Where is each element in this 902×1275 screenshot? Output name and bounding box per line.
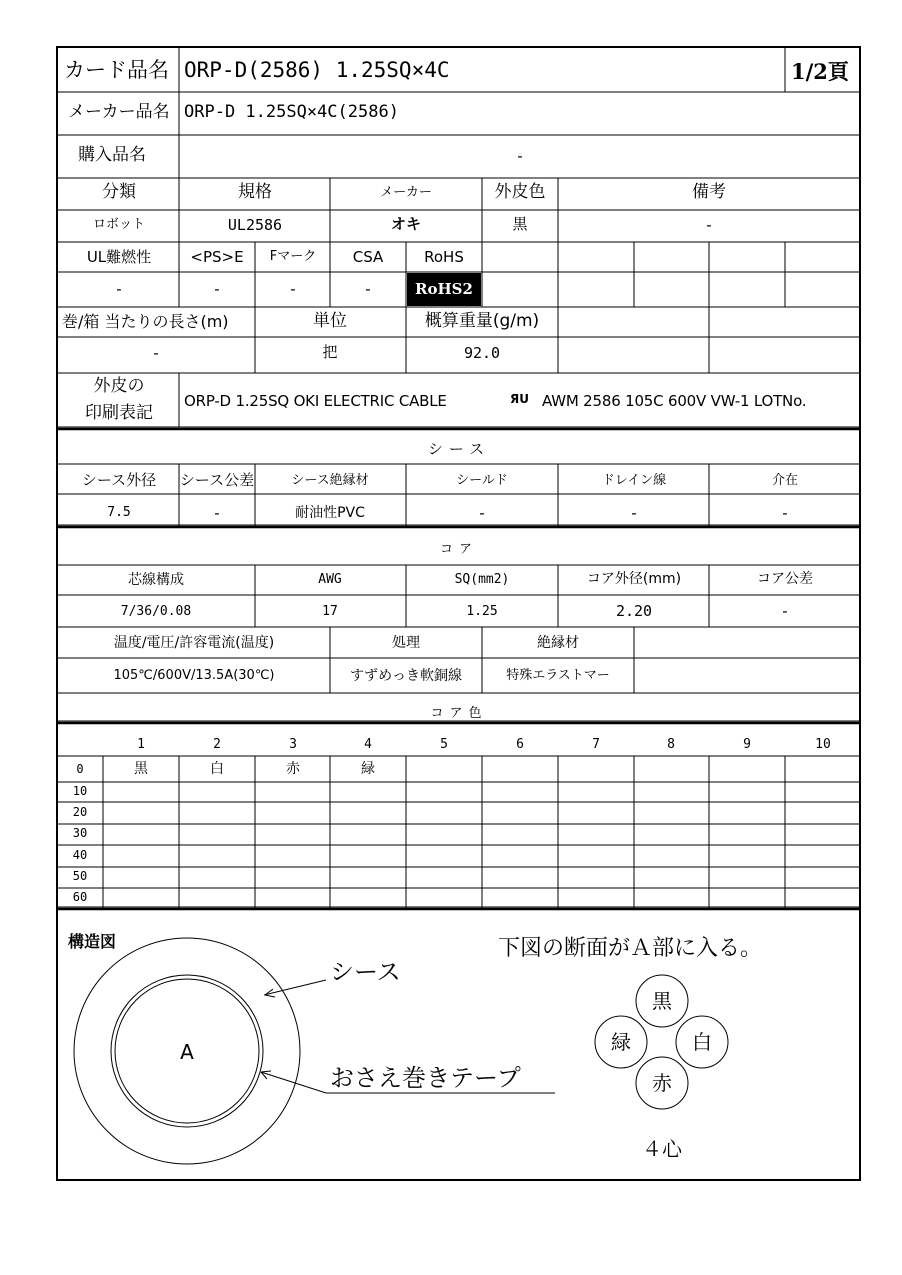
core-color-col-header: 10 [815,737,831,752]
sheath-filler: - [782,504,788,522]
spec-header-color: 外皮色 [494,182,546,202]
spec-sheet [56,46,861,1181]
core-awg: 17 [322,604,338,619]
sheath-header-filler: 介在 [771,473,799,488]
card-name-label: カード品名 [64,58,169,82]
cross-section-label: A [180,1040,194,1064]
sheath-drain: - [631,504,637,522]
maker-name-label: メーカー品名 [68,102,170,122]
core-color-row-label: 60 [72,890,88,904]
core-header-strand: 芯線構成 [128,572,184,588]
sheath-title: シース [427,440,491,458]
std-header-pse: <PS>E [190,248,244,266]
core-color-cell: 赤 [286,761,300,777]
sheath-od: 7.5 [107,505,131,520]
core-header-insulation: 絶縁材 [537,635,579,651]
core-color-cell: 黒 [134,761,148,777]
spec-header-category: 分類 [102,182,136,202]
core-sq: 1.25 [466,604,498,619]
weight-value: 92.0 [463,344,501,362]
sheath-leader-line [264,980,326,995]
std-header-ul: UL難燃性 [86,248,152,266]
std-header-rohs: RoHS [424,248,464,266]
core-color-row-label: 10 [72,784,88,798]
core-color-row-label: 20 [72,805,88,819]
core-color-row-label: 40 [72,848,88,862]
core-circle-red-label: 赤 [652,1071,672,1095]
std-header-fmark: Fマーク [269,249,317,264]
length-value: - [153,344,159,362]
core-circle-black-label: 黒 [652,989,672,1013]
maker-name-value: ORP-D 1.25SQ×4C(2586) [184,102,399,122]
core-color-col-header: 4 [364,737,372,752]
unit-header: 単位 [313,311,347,331]
sheath-header-tol: シース公差 [179,471,255,489]
core-color-col-header: 2 [213,737,221,752]
sheath-callout-label: シース [330,958,401,986]
core-circle-green-label: 緑 [611,1030,631,1054]
core-title: コア [439,542,479,557]
sheath-header-insulation: シース絶縁材 [291,473,369,488]
core-color-row-label: 0 [76,762,84,776]
spec-standard: UL2586 [227,216,283,234]
std-csa: - [365,280,371,298]
sheath-shield: - [479,504,485,522]
spec-color: 黒 [512,215,528,233]
core-header-tol: コア公差 [757,571,813,587]
core-color-col-header: 3 [289,737,297,752]
std-pse: - [214,280,220,298]
purchase-name-value: - [517,147,523,165]
core-header-rating: 温度/電圧/許容電流(温度) [113,635,275,651]
std-ul: - [116,280,122,298]
length-header: 巻/箱 当たりの長さ(m) [62,312,229,331]
core-header-od: コア外径(mm) [586,571,682,587]
sheath-header-od: シース外径 [81,471,157,489]
rohs2-badge: RoHS2 [415,280,473,298]
spec-header-maker: メーカー [380,185,432,200]
core-color-col-header: 8 [667,737,675,752]
tape-callout-label: おさえ巻きテープ [330,1064,521,1092]
spec-header-remarks: 備考 [692,182,726,202]
core-color-col-header: 9 [743,737,751,752]
spec-maker: オキ [390,215,422,233]
sheath-header-drain: ドレイン線 [601,473,667,488]
core-header-sq: SQ(mm2) [454,572,510,587]
core-color-col-header: 1 [137,737,145,752]
core-rating: 105℃/600V/13.5A(30℃) [113,668,275,683]
weight-header: 概算重量(g/m) [424,311,540,331]
std-header-csa: CSA [352,248,384,266]
ul-mark-icon: ЯU [510,392,529,406]
core-tol: - [782,602,788,620]
core-od: 2.20 [615,602,653,620]
sheath-tol: - [214,504,220,522]
purchase-name-label: 購入品名 [78,145,146,165]
diagram-note: 下図の断面がＡ部に入る。 [498,936,763,961]
core-header-awg: AWG [318,572,342,587]
spec-header-standard: 規格 [238,182,272,202]
core-insulation: 特殊エラストマー [506,668,610,683]
card-name-value: ORP-D(2586) 1.25SQ×4C [184,58,450,82]
marking-label-2: 印刷表記 [85,403,153,423]
core-color-row-label: 30 [72,826,88,840]
core-count: ４心 [642,1137,682,1161]
core-color-col-header: 7 [592,737,600,752]
diagram-title: 構造図 [68,932,117,951]
core-color-col-header: 5 [440,737,448,752]
core-color-cell: 白 [210,761,224,777]
sheath-header-shield: シールド [456,473,508,488]
marking-text-1: ORP-D 1.25SQ OKI ELECTRIC CABLE [184,392,447,410]
marking-text-2: AWM 2586 105C 600V VW-1 LOTNo. [542,392,807,410]
sheath-insulation: 耐油性PVC [295,505,365,521]
unit-value: 把 [322,343,338,361]
core-circle-white-label: 白 [692,1030,712,1054]
std-fmark: - [290,280,296,298]
spec-remarks: - [706,216,712,234]
page-number: 1/2頁 [791,59,849,84]
core-color-col-header: 6 [516,737,524,752]
spec-category: ロボット [92,217,146,232]
core-header-treatment: 処理 [392,635,420,651]
core-strand: 7/36/0.08 [120,604,192,619]
core-color-title: コア色 [430,706,488,721]
core-color-row-label: 50 [72,869,88,883]
marking-label-1: 外皮の [93,376,145,396]
core-color-cell: 緑 [361,761,375,777]
core-treatment: すずめっき軟銅線 [350,668,462,684]
